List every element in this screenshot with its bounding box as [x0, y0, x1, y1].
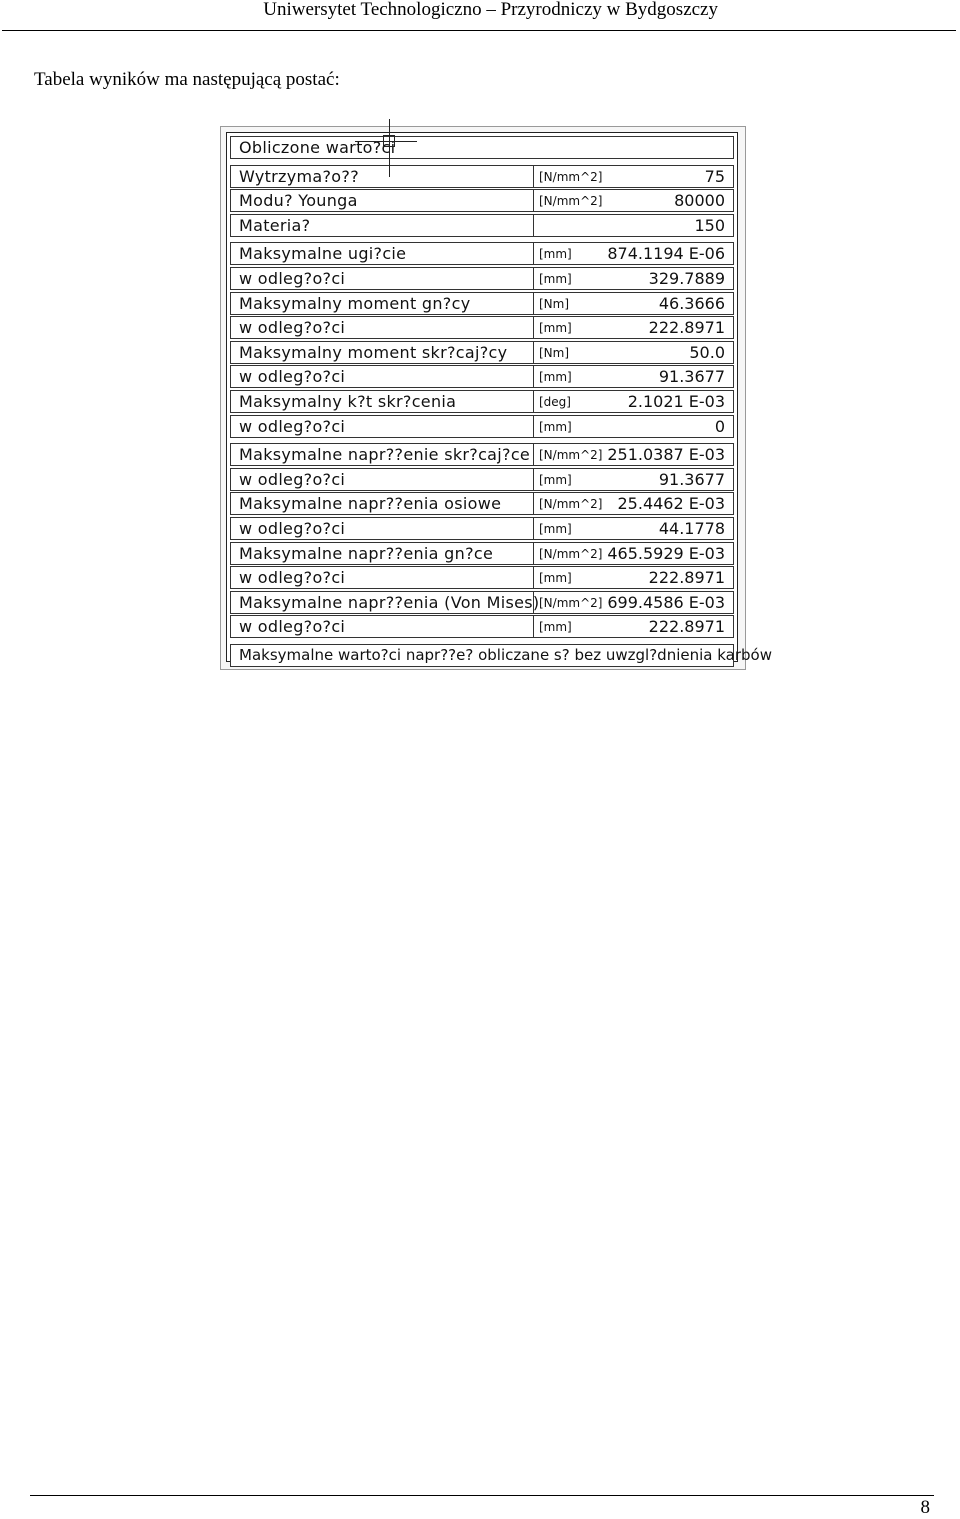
row-value: 91.3677: [658, 469, 725, 489]
row-value: 91.3677: [658, 367, 725, 387]
column-divider: [533, 242, 534, 265]
row-label: Maksymalne napr??enie skr?caj?ce: [239, 445, 531, 465]
row-label: w odleg?o?ci: [239, 269, 346, 288]
row-label: Maksymalny moment gn?cy: [239, 293, 471, 313]
row-value: 25.4462 E-03: [617, 494, 725, 514]
page-number: 8: [920, 1497, 930, 1518]
table-row: [230, 316, 734, 339]
results-table-figure: [220, 126, 772, 670]
column-divider: [533, 443, 534, 466]
header-rule: [2, 30, 956, 31]
column-divider: [533, 566, 534, 589]
table-row: [230, 492, 734, 515]
row-unit: [mm]: [539, 620, 572, 635]
row-label: w odleg?o?ci: [239, 416, 346, 436]
row-label: Maksymalny k?t skr?cenia: [239, 392, 457, 411]
table-row: [230, 591, 734, 614]
row-value: 874.1194 E-06: [607, 244, 725, 264]
table-row: [230, 468, 734, 491]
results-table-frame: [226, 132, 772, 664]
column-divider: [533, 189, 534, 212]
table-row: [230, 542, 734, 565]
row-label: w odleg?o?ci: [239, 519, 346, 538]
row-value: 222.8971: [648, 318, 725, 338]
row-value: 222.8971: [648, 568, 725, 588]
row-unit: [N/mm^2]: [539, 194, 603, 209]
table-row: [230, 267, 734, 290]
row-unit: [N/mm^2]: [539, 497, 603, 512]
row-label: w odleg?o?ci: [239, 568, 346, 588]
row-unit: [Nm]: [539, 296, 570, 311]
column-divider: [533, 390, 534, 413]
column-divider: [533, 542, 534, 565]
column-divider: [533, 341, 534, 364]
row-unit: [mm]: [539, 321, 572, 336]
table-row: [230, 390, 734, 413]
row-unit: [mm]: [539, 272, 572, 286]
row-value: 50.0: [689, 342, 725, 362]
intro-text: Tabela wyników ma następującą postać:: [34, 69, 340, 90]
page-header: [0, 0, 960, 32]
row-value: 0: [714, 416, 725, 436]
row-unit: [N/mm^2]: [539, 448, 603, 463]
column-divider: [533, 492, 534, 515]
row-label: Modu? Younga: [239, 191, 358, 211]
table-row: [230, 165, 734, 188]
column-divider: [533, 316, 534, 339]
row-value: 80000: [674, 191, 725, 211]
row-unit: [mm]: [539, 247, 572, 262]
table-row: [230, 415, 734, 438]
row-label: Materia?: [239, 215, 311, 235]
table-row: [230, 214, 734, 237]
row-unit: [mm]: [539, 472, 572, 487]
row-unit: [mm]: [539, 522, 572, 536]
row-value: 2.1021 E-03: [627, 392, 725, 411]
footer-rule: [30, 1495, 934, 1496]
cursor-crosshair-box: [383, 135, 395, 147]
column-divider: [533, 468, 534, 491]
row-unit: [N/mm^2]: [539, 546, 603, 561]
table-row: [230, 292, 734, 315]
row-value: 150: [694, 215, 725, 235]
row-unit: [deg]: [539, 395, 571, 409]
row-value: 465.5929 E-03: [607, 543, 725, 563]
row-label: Maksymalne napr??enia osiowe: [239, 494, 502, 514]
table-title: Obliczone warto?ci: [239, 138, 396, 157]
row-unit: [N/mm^2]: [539, 595, 603, 610]
row-label: Maksymalne napr??enia gn?ce: [239, 543, 494, 563]
row-label: Maksymalne ugi?cie: [239, 244, 407, 264]
table-row: [230, 615, 734, 638]
table-row: [230, 365, 734, 388]
row-unit: [N/mm^2]: [539, 169, 603, 184]
row-label: w odleg?o?ci: [239, 617, 346, 637]
cursor-crosshair-vertical: [389, 119, 390, 177]
table-row: [230, 189, 734, 212]
column-divider: [533, 615, 534, 638]
table-row: [230, 566, 734, 589]
row-label: Maksymalne napr??enia (Von Mises): [239, 592, 540, 612]
row-value: 699.4586 E-03: [607, 592, 725, 612]
row-value: 75: [704, 166, 725, 186]
row-label: w odleg?o?ci: [239, 367, 346, 387]
row-label: w odleg?o?ci: [239, 469, 346, 489]
table-row: [230, 341, 734, 364]
table-title-row: [230, 136, 734, 159]
row-label: Wytrzyma?o??: [239, 166, 359, 186]
row-label: w odleg?o?ci: [239, 318, 346, 338]
column-divider: [533, 415, 534, 438]
table-row: [230, 443, 734, 466]
row-value: 46.3666: [658, 293, 725, 313]
table-row: [230, 517, 734, 540]
column-divider: [533, 365, 534, 388]
row-unit: [Nm]: [539, 345, 570, 360]
column-divider: [533, 292, 534, 315]
row-unit: [mm]: [539, 370, 572, 385]
column-divider: [533, 214, 534, 237]
table-row: [230, 242, 734, 265]
row-value: 222.8971: [648, 617, 725, 637]
row-unit: [mm]: [539, 571, 572, 586]
row-value: 251.0387 E-03: [607, 445, 725, 465]
row-unit: [mm]: [539, 419, 572, 434]
column-divider: [533, 165, 534, 188]
row-value: 329.7889: [648, 269, 725, 288]
row-label: Maksymalny moment skr?caj?cy: [239, 342, 508, 362]
column-divider: [533, 267, 534, 290]
column-divider: [533, 591, 534, 614]
table-footer-note: Maksymalne warto?ci napr??e? obliczane s? bez uwzgl?dnienia karbów: [239, 646, 772, 664]
header-title: Uniwersytet Technologiczno – Przyrodniczy w Bydgoszczy: [263, 0, 718, 20]
table-footer-row: [230, 644, 772, 667]
row-value: 44.1778: [658, 519, 725, 538]
column-divider: [533, 517, 534, 540]
